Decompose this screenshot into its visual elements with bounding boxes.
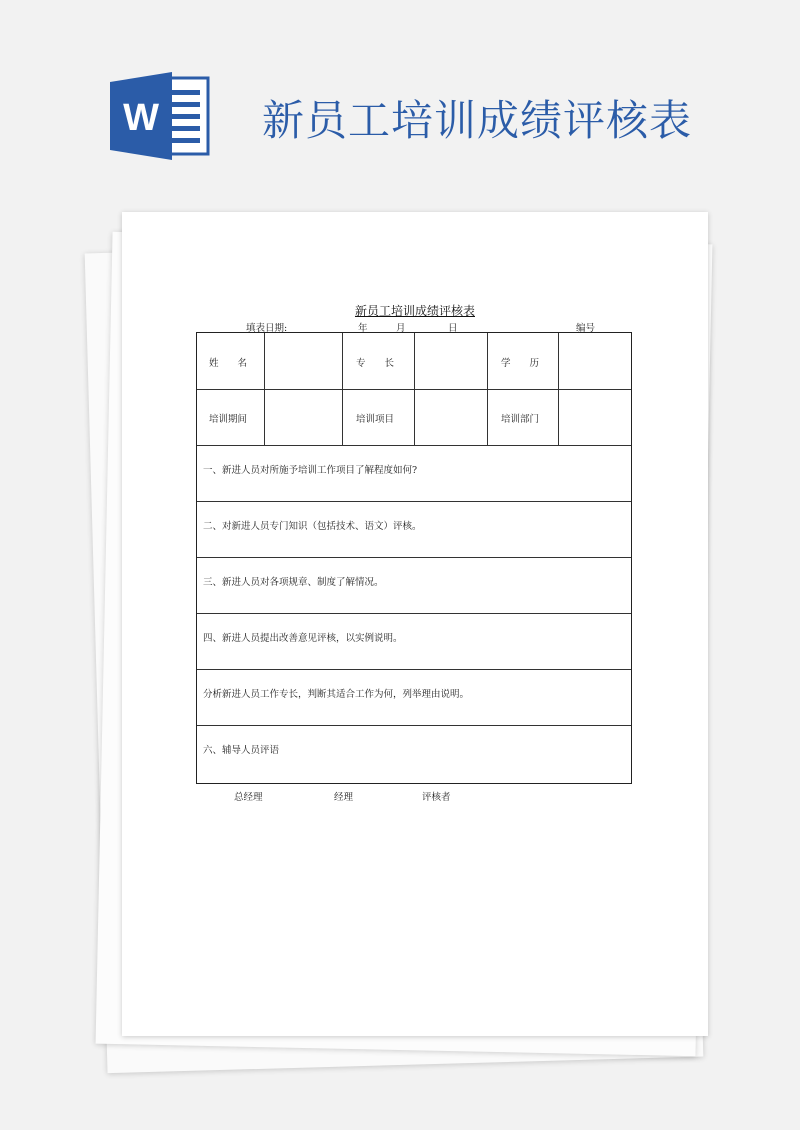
period-field[interactable] — [265, 390, 342, 445]
year-label: 年 — [358, 323, 368, 334]
col-divider — [487, 333, 488, 445]
signature-reviewer: 评核者 — [422, 792, 451, 803]
document-title: 新员工培训成绩评核表 — [354, 304, 475, 318]
name-label: 姓 名 — [209, 358, 248, 369]
row-divider — [197, 613, 631, 614]
number-label: 编号 — [576, 323, 596, 334]
signature-general-manager: 总经理 — [234, 792, 263, 803]
row-divider — [197, 501, 631, 502]
header — [0, 0, 800, 200]
document-page — [122, 212, 708, 1036]
question-6: 六、辅导人员评语 — [203, 745, 280, 756]
page-title: 新员工培训成绩评核表 — [262, 96, 693, 145]
name-field[interactable] — [265, 333, 342, 389]
row-divider — [197, 669, 631, 670]
major-label: 专 长 — [356, 358, 395, 369]
question-4: 四、新进人员提出改善意见评核，以实例说明。 — [203, 633, 403, 644]
period-label: 培训期间 — [209, 414, 248, 425]
project-field[interactable] — [415, 390, 487, 445]
signature-manager: 经理 — [334, 792, 354, 803]
date-label: 填表日期: — [246, 323, 288, 334]
major-field[interactable] — [415, 333, 487, 389]
education-field[interactable] — [559, 333, 631, 389]
question-5: 分析新进人员工作专长，判断其适合工作为何，列举理由说明。 — [203, 689, 470, 700]
department-label: 培训部门 — [501, 414, 540, 425]
row-divider — [197, 725, 631, 726]
evaluation-form — [196, 332, 632, 784]
department-field[interactable] — [559, 390, 631, 445]
col-divider — [342, 333, 343, 445]
word-icon-letter: W — [123, 97, 159, 139]
question-3: 三、新进人员对各项规章、制度了解情况。 — [203, 577, 384, 588]
row-divider — [197, 445, 631, 446]
month-label: 月 — [396, 323, 406, 334]
question-1: 一、新进人员对所施予培训工作项目了解程度如何? — [203, 465, 418, 476]
project-label: 培训项目 — [356, 414, 395, 425]
question-2: 二、对新进人员专门知识（包括技术、语文）评核。 — [203, 521, 422, 532]
day-label: 日 — [448, 323, 458, 334]
education-label: 学 历 — [501, 358, 540, 369]
word-document-icon — [110, 72, 214, 160]
row-divider — [197, 557, 631, 558]
